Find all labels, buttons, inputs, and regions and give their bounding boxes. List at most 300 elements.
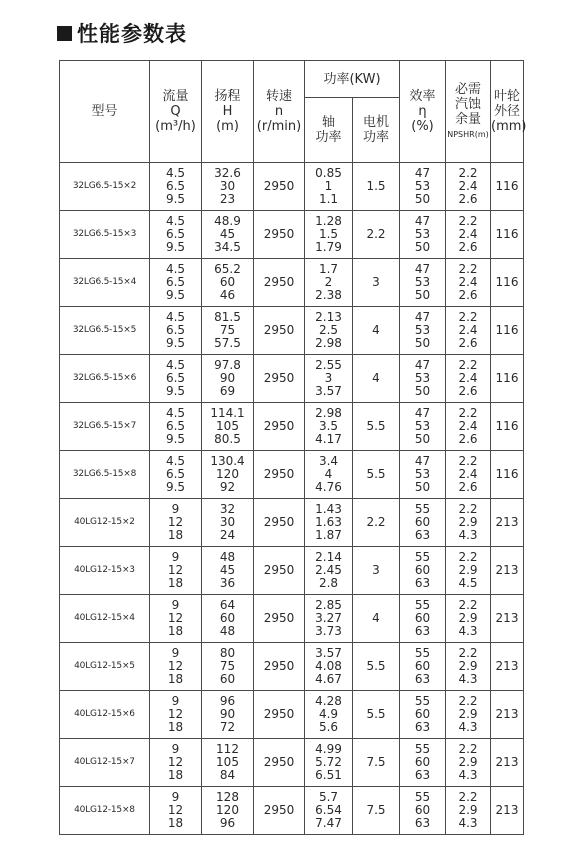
head-cell xyxy=(202,211,254,259)
speed-cell-value: 2950 xyxy=(263,755,295,769)
head-cell-value: 48.9 xyxy=(214,214,241,228)
header-power: 功率(KW) xyxy=(305,61,400,98)
impeller-cell xyxy=(491,499,524,547)
shaft-power-cell-value: 1.1 xyxy=(318,192,339,206)
head-cell-value: 80 xyxy=(219,646,236,660)
flow-cell-value: 9 xyxy=(171,742,180,756)
shaft-power-cell xyxy=(305,451,353,499)
npsh-cell-value: 2.2 xyxy=(458,598,478,612)
efficiency-cell-value: 63 xyxy=(414,624,431,638)
speed-cell xyxy=(254,499,305,547)
head-cell-value: 65.2 xyxy=(214,262,241,276)
shaft-power-cell-value: 5.6 xyxy=(318,720,339,734)
shaft-power-cell-value: 2.5 xyxy=(318,323,339,337)
head-cell-value: 128 xyxy=(216,790,239,804)
head-cell-value: 97.8 xyxy=(214,358,241,372)
model-cell-value: 40LG12-15×3 xyxy=(74,565,135,575)
npsh-cell xyxy=(446,211,491,259)
head-cell xyxy=(202,499,254,547)
speed-cell xyxy=(254,643,305,691)
impeller-cell xyxy=(491,355,524,403)
efficiency-cell-value: 60 xyxy=(414,563,431,577)
npsh-cell-value: 4.3 xyxy=(458,672,478,686)
speed-cell-value: 2950 xyxy=(263,611,295,625)
model-cell-value: 40LG12-15×2 xyxy=(74,517,135,527)
flow-cell-value: 18 xyxy=(167,624,184,638)
npsh-cell-value: 2.6 xyxy=(458,336,478,350)
efficiency-cell-value: 53 xyxy=(414,227,431,241)
flow-cell-value: 4.5 xyxy=(165,166,186,180)
shaft-power-cell-value: 2.85 xyxy=(315,598,342,612)
page-title xyxy=(57,18,187,48)
flow-cell xyxy=(150,259,202,307)
impeller-cell xyxy=(491,595,524,643)
efficiency-cell-value: 55 xyxy=(414,742,431,756)
flow-cell-value: 18 xyxy=(167,576,184,590)
npsh-cell-value: 2.6 xyxy=(458,432,478,446)
model-cell-value: 40LG12-15×4 xyxy=(74,613,135,623)
shaft-power-cell-value: 4.76 xyxy=(315,480,342,494)
motor-power-cell xyxy=(353,739,400,787)
motor-power-cell-value: 2.2 xyxy=(366,515,386,529)
motor-power-cell xyxy=(353,595,400,643)
npsh-cell-value: 4.3 xyxy=(458,624,478,638)
shaft-power-cell-value: 4.08 xyxy=(315,659,342,673)
flow-cell-value: 9.5 xyxy=(165,336,186,350)
flow-cell xyxy=(150,547,202,595)
flow-cell-value: 18 xyxy=(167,768,184,782)
shaft-power-cell xyxy=(305,595,353,643)
motor-power-cell-value: 4 xyxy=(372,611,380,625)
shaft-power-cell-value: 3.5 xyxy=(318,419,339,433)
flow-cell-value: 6.5 xyxy=(165,371,186,385)
efficiency-cell-value: 60 xyxy=(414,611,431,625)
table-row xyxy=(60,547,524,595)
page-title-text: 性能参数表 xyxy=(77,22,187,46)
header-head: 扬程 H (m) xyxy=(202,61,254,163)
head-cell xyxy=(202,451,254,499)
efficiency-cell-value: 50 xyxy=(414,240,431,254)
shaft-power-cell-value: 4.9 xyxy=(318,707,339,721)
impeller-cell xyxy=(491,691,524,739)
model-cell-value: 40LG12-15×5 xyxy=(74,661,135,671)
speed-cell-value: 2950 xyxy=(263,371,295,385)
impeller-cell-value: 213 xyxy=(495,659,519,673)
header-flow: 流量 Q (m³/h) xyxy=(150,61,202,163)
shaft-power-cell-value: 1.43 xyxy=(315,502,342,516)
flow-cell-value: 9 xyxy=(171,790,180,804)
npsh-cell xyxy=(446,499,491,547)
npsh-cell xyxy=(446,787,491,835)
shaft-power-cell-value: 1.87 xyxy=(315,528,342,542)
shaft-power-cell-value: 5.7 xyxy=(318,790,339,804)
flow-cell-value: 9 xyxy=(171,550,180,564)
flow-cell xyxy=(150,595,202,643)
flow-cell-value: 12 xyxy=(167,707,184,721)
efficiency-cell-value: 53 xyxy=(414,179,431,193)
npsh-cell xyxy=(446,547,491,595)
speed-cell xyxy=(254,595,305,643)
motor-power-cell-value: 4 xyxy=(372,323,380,337)
head-cell-value: 45 xyxy=(219,227,236,241)
efficiency-cell-value: 55 xyxy=(414,550,431,564)
flow-cell xyxy=(150,787,202,835)
npsh-cell-value: 2.2 xyxy=(458,406,478,420)
impeller-cell-value: 116 xyxy=(495,179,519,193)
speed-cell-value: 2950 xyxy=(263,275,295,289)
impeller-cell-value: 213 xyxy=(495,707,519,721)
flow-cell xyxy=(150,403,202,451)
npsh-cell-value: 2.2 xyxy=(458,694,478,708)
impeller-cell xyxy=(491,403,524,451)
efficiency-cell-value: 53 xyxy=(414,371,431,385)
model-cell-value: 32LG6.5-15×3 xyxy=(72,229,137,239)
motor-power-cell xyxy=(353,355,400,403)
npsh-cell xyxy=(446,163,491,211)
model-cell-value: 32LG6.5-15×2 xyxy=(72,181,137,191)
shaft-power-cell xyxy=(305,211,353,259)
head-cell-value: 75 xyxy=(219,323,236,337)
shaft-power-cell-value: 1.79 xyxy=(315,240,342,254)
head-cell xyxy=(202,163,254,211)
flow-cell-value: 12 xyxy=(167,563,184,577)
speed-cell-value: 2950 xyxy=(263,179,295,193)
header-motor-power: 电机 功率 xyxy=(353,98,400,163)
flow-cell-value: 9.5 xyxy=(165,432,186,446)
npsh-cell-value: 2.9 xyxy=(458,707,478,721)
model-cell xyxy=(60,595,150,643)
npsh-cell xyxy=(446,403,491,451)
table-row xyxy=(60,211,524,259)
npsh-cell-value: 2.6 xyxy=(458,192,478,206)
efficiency-cell-value: 47 xyxy=(414,166,431,180)
head-cell-value: 30 xyxy=(219,515,236,529)
shaft-power-cell-value: 2.45 xyxy=(315,563,342,577)
flow-cell-value: 9 xyxy=(171,694,180,708)
impeller-cell-value: 116 xyxy=(495,323,519,337)
head-cell-value: 45 xyxy=(219,563,236,577)
npsh-cell-value: 2.9 xyxy=(458,755,478,769)
speed-cell-value: 2950 xyxy=(263,803,295,817)
speed-cell xyxy=(254,451,305,499)
header-speed: 转速 n (r/min) xyxy=(254,61,305,163)
impeller-cell-value: 116 xyxy=(495,275,519,289)
npsh-cell-value: 2.9 xyxy=(458,515,478,529)
speed-cell xyxy=(254,355,305,403)
shaft-power-cell-value: 2.98 xyxy=(315,406,342,420)
npsh-cell-value: 2.2 xyxy=(458,454,478,468)
shaft-power-cell xyxy=(305,643,353,691)
model-cell-value: 40LG12-15×7 xyxy=(74,757,135,767)
shaft-power-cell-value: 3.4 xyxy=(318,454,339,468)
shaft-power-cell-value: 3.57 xyxy=(315,646,342,660)
efficiency-cell-value: 47 xyxy=(414,406,431,420)
npsh-cell-value: 2.2 xyxy=(458,550,478,564)
flow-cell-value: 6.5 xyxy=(165,419,186,433)
speed-cell xyxy=(254,307,305,355)
impeller-cell xyxy=(491,163,524,211)
flow-cell-value: 12 xyxy=(167,755,184,769)
npsh-cell xyxy=(446,739,491,787)
table-row xyxy=(60,499,524,547)
impeller-cell-value: 213 xyxy=(495,611,519,625)
shaft-power-cell xyxy=(305,307,353,355)
npsh-cell-value: 2.6 xyxy=(458,288,478,302)
head-cell-value: 64 xyxy=(219,598,236,612)
flow-cell-value: 18 xyxy=(167,816,184,830)
flow-cell xyxy=(150,163,202,211)
shaft-power-cell-value: 5.72 xyxy=(315,755,342,769)
speed-cell-value: 2950 xyxy=(263,563,295,577)
motor-power-cell xyxy=(353,163,400,211)
efficiency-cell-value: 47 xyxy=(414,358,431,372)
head-cell-value: 84 xyxy=(219,768,236,782)
impeller-cell xyxy=(491,547,524,595)
efficiency-cell xyxy=(400,691,446,739)
model-cell xyxy=(60,211,150,259)
efficiency-cell xyxy=(400,259,446,307)
head-cell-value: 60 xyxy=(219,672,236,686)
shaft-power-cell-value: 4.99 xyxy=(315,742,342,756)
header-impeller: 叶轮 外径 (mm) xyxy=(491,61,524,163)
flow-cell-value: 9 xyxy=(171,598,180,612)
shaft-power-cell xyxy=(305,787,353,835)
flow-cell-value: 9.5 xyxy=(165,192,186,206)
shaft-power-cell xyxy=(305,163,353,211)
flow-cell-value: 6.5 xyxy=(165,275,186,289)
speed-cell-value: 2950 xyxy=(263,227,295,241)
impeller-cell-value: 116 xyxy=(495,371,519,385)
impeller-cell xyxy=(491,739,524,787)
npsh-cell-value: 2.9 xyxy=(458,611,478,625)
efficiency-cell-value: 60 xyxy=(414,803,431,817)
motor-power-cell-value: 7.5 xyxy=(366,803,386,817)
model-cell-value: 40LG12-15×8 xyxy=(74,805,135,815)
header-shaft-power: 轴 功率 xyxy=(305,98,353,163)
motor-power-cell xyxy=(353,211,400,259)
efficiency-cell-value: 55 xyxy=(414,502,431,516)
shaft-power-cell-value: 1.28 xyxy=(315,214,342,228)
npsh-cell xyxy=(446,691,491,739)
speed-cell xyxy=(254,259,305,307)
flow-cell-value: 6.5 xyxy=(165,179,186,193)
efficiency-cell xyxy=(400,547,446,595)
efficiency-cell xyxy=(400,307,446,355)
efficiency-cell-value: 47 xyxy=(414,262,431,276)
table-row xyxy=(60,451,524,499)
table-row xyxy=(60,259,524,307)
shaft-power-cell-value: 4.28 xyxy=(315,694,342,708)
impeller-cell xyxy=(491,787,524,835)
efficiency-cell-value: 50 xyxy=(414,480,431,494)
flow-cell-value: 9.5 xyxy=(165,480,186,494)
motor-power-cell xyxy=(353,499,400,547)
head-cell-value: 46 xyxy=(219,288,236,302)
model-cell xyxy=(60,691,150,739)
npsh-cell-value: 4.3 xyxy=(458,816,478,830)
header-npsh: 必需 汽蚀 余量 NPSHR(m) xyxy=(446,61,491,163)
table-row xyxy=(60,355,524,403)
shaft-power-cell xyxy=(305,499,353,547)
impeller-cell-value: 213 xyxy=(495,803,519,817)
head-cell-value: 90 xyxy=(219,371,236,385)
npsh-cell-value: 2.2 xyxy=(458,166,478,180)
head-cell-value: 120 xyxy=(216,467,239,481)
flow-cell xyxy=(150,691,202,739)
shaft-power-cell-value: 4.17 xyxy=(315,432,342,446)
impeller-cell-value: 116 xyxy=(495,467,519,481)
flow-cell-value: 4.5 xyxy=(165,406,186,420)
speed-cell-value: 2950 xyxy=(263,659,295,673)
npsh-cell-value: 2.4 xyxy=(458,467,478,481)
head-cell xyxy=(202,355,254,403)
npsh-cell-value: 2.4 xyxy=(458,419,478,433)
speed-cell-value: 2950 xyxy=(263,323,295,337)
efficiency-cell-value: 63 xyxy=(414,816,431,830)
flow-cell-value: 4.5 xyxy=(165,262,186,276)
efficiency-cell-value: 47 xyxy=(414,310,431,324)
efficiency-cell xyxy=(400,451,446,499)
efficiency-cell-value: 53 xyxy=(414,419,431,433)
flow-cell xyxy=(150,499,202,547)
model-cell xyxy=(60,355,150,403)
efficiency-cell-value: 50 xyxy=(414,336,431,350)
npsh-cell-value: 2.2 xyxy=(458,310,478,324)
speed-cell xyxy=(254,691,305,739)
head-cell-value: 24 xyxy=(219,528,236,542)
flow-cell xyxy=(150,451,202,499)
npsh-cell xyxy=(446,307,491,355)
motor-power-cell-value: 5.5 xyxy=(366,419,386,433)
npsh-cell-value: 2.6 xyxy=(458,240,478,254)
shaft-power-cell xyxy=(305,403,353,451)
model-cell xyxy=(60,403,150,451)
speed-cell xyxy=(254,787,305,835)
table-row xyxy=(60,691,524,739)
efficiency-cell xyxy=(400,355,446,403)
shaft-power-cell-value: 7.47 xyxy=(315,816,342,830)
efficiency-cell-value: 55 xyxy=(414,598,431,612)
table-row xyxy=(60,307,524,355)
efficiency-cell-value: 50 xyxy=(414,288,431,302)
model-cell xyxy=(60,307,150,355)
npsh-cell xyxy=(446,643,491,691)
head-cell-value: 34.5 xyxy=(214,240,241,254)
shaft-power-cell-value: 1.7 xyxy=(318,262,339,276)
motor-power-cell xyxy=(353,691,400,739)
motor-power-cell-value: 3 xyxy=(372,275,380,289)
efficiency-cell xyxy=(400,211,446,259)
efficiency-cell-value: 55 xyxy=(414,694,431,708)
efficiency-cell-value: 60 xyxy=(414,515,431,529)
shaft-power-cell-value: 6.54 xyxy=(315,803,342,817)
efficiency-cell xyxy=(400,403,446,451)
shaft-power-cell-value: 3.57 xyxy=(315,384,342,398)
flow-cell-value: 12 xyxy=(167,803,184,817)
efficiency-cell-value: 63 xyxy=(414,672,431,686)
shaft-power-cell-value: 2.8 xyxy=(318,576,339,590)
npsh-cell-value: 4.3 xyxy=(458,768,478,782)
head-cell xyxy=(202,547,254,595)
motor-power-cell-value: 2.2 xyxy=(366,227,386,241)
shaft-power-cell xyxy=(305,547,353,595)
impeller-cell xyxy=(491,259,524,307)
efficiency-cell-value: 53 xyxy=(414,467,431,481)
head-cell-value: 48 xyxy=(219,550,236,564)
efficiency-cell-value: 60 xyxy=(414,707,431,721)
head-cell-value: 60 xyxy=(219,275,236,289)
head-cell xyxy=(202,307,254,355)
efficiency-cell-value: 47 xyxy=(414,454,431,468)
flow-cell-value: 6.5 xyxy=(165,323,186,337)
head-cell-value: 69 xyxy=(219,384,236,398)
flow-cell xyxy=(150,355,202,403)
efficiency-cell xyxy=(400,739,446,787)
efficiency-cell-value: 55 xyxy=(414,790,431,804)
motor-power-cell-value: 5.5 xyxy=(366,467,386,481)
flow-cell-value: 12 xyxy=(167,515,184,529)
flow-cell xyxy=(150,307,202,355)
npsh-cell-value: 2.2 xyxy=(458,646,478,660)
motor-power-cell-value: 5.5 xyxy=(366,659,386,673)
head-cell-value: 105 xyxy=(216,419,239,433)
head-cell xyxy=(202,595,254,643)
model-cell-value: 32LG6.5-15×8 xyxy=(72,469,137,479)
flow-cell-value: 6.5 xyxy=(165,227,186,241)
efficiency-cell-value: 63 xyxy=(414,720,431,734)
flow-cell-value: 18 xyxy=(167,528,184,542)
efficiency-cell-value: 55 xyxy=(414,646,431,660)
impeller-cell xyxy=(491,307,524,355)
efficiency-cell-value: 63 xyxy=(414,768,431,782)
head-cell xyxy=(202,643,254,691)
head-cell-value: 96 xyxy=(219,816,236,830)
head-cell-value: 120 xyxy=(216,803,239,817)
motor-power-cell-value: 3 xyxy=(372,563,380,577)
motor-power-cell-value: 5.5 xyxy=(366,707,386,721)
shaft-power-cell xyxy=(305,259,353,307)
motor-power-cell xyxy=(353,547,400,595)
flow-cell-value: 9 xyxy=(171,646,180,660)
shaft-power-cell xyxy=(305,739,353,787)
npsh-cell-value: 2.4 xyxy=(458,227,478,241)
motor-power-cell xyxy=(353,643,400,691)
model-cell xyxy=(60,787,150,835)
speed-cell-value: 2950 xyxy=(263,707,295,721)
head-cell-value: 32.6 xyxy=(214,166,241,180)
table-row xyxy=(60,643,524,691)
efficiency-cell-value: 60 xyxy=(414,755,431,769)
npsh-cell-value: 4.5 xyxy=(458,576,478,590)
head-cell-value: 23 xyxy=(219,192,236,206)
head-cell-value: 130.4 xyxy=(210,454,245,468)
impeller-cell-value: 213 xyxy=(495,563,519,577)
model-cell xyxy=(60,451,150,499)
shaft-power-cell-value: 3.27 xyxy=(315,611,342,625)
shaft-power-cell xyxy=(305,355,353,403)
head-cell-value: 114.1 xyxy=(210,406,245,420)
table-row xyxy=(60,739,524,787)
head-cell-value: 60 xyxy=(219,611,236,625)
speed-cell xyxy=(254,739,305,787)
motor-power-cell-value: 4 xyxy=(372,371,380,385)
npsh-cell-value: 4.3 xyxy=(458,528,478,542)
efficiency-cell-value: 63 xyxy=(414,576,431,590)
motor-power-cell xyxy=(353,403,400,451)
npsh-cell-value: 4.3 xyxy=(458,720,478,734)
motor-power-cell xyxy=(353,787,400,835)
head-cell-value: 81.5 xyxy=(214,310,241,324)
